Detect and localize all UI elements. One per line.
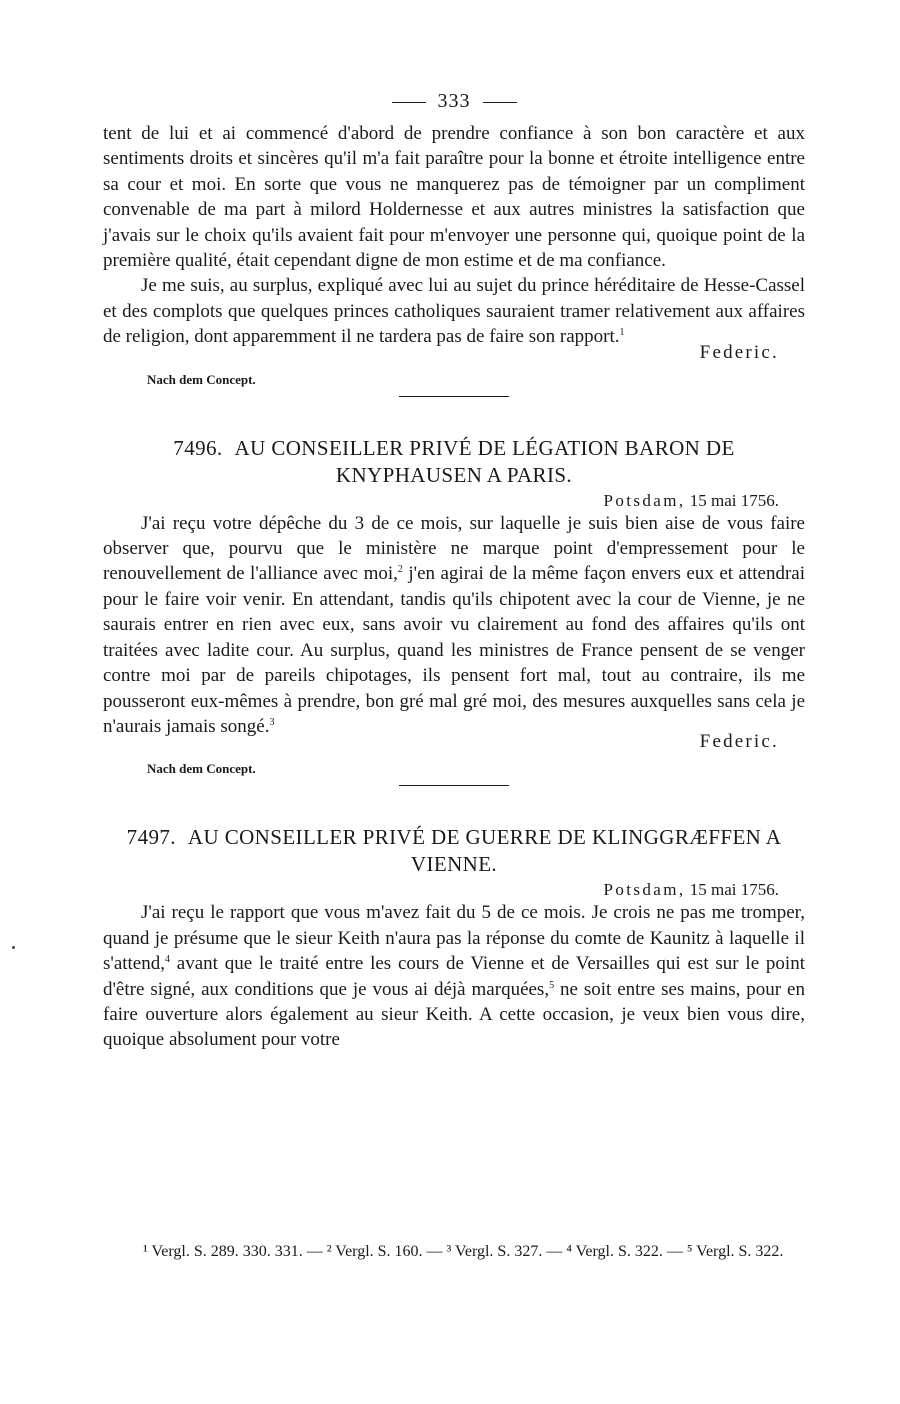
place: Potsdam, xyxy=(603,490,686,510)
source-note: Nach dem Concept. xyxy=(147,371,256,387)
letter-number: 7497. xyxy=(126,825,176,850)
letter-number: 7496. xyxy=(173,435,223,460)
margin-mark xyxy=(12,946,15,949)
section-divider xyxy=(399,785,509,786)
signature: Federic. xyxy=(699,731,779,753)
letter-title: AU CONSEILLER PRIVÉ DE GUERRE DE KLINGGRÆFFEN A VIENNE. xyxy=(187,825,782,877)
letter-heading-7497 xyxy=(103,824,805,878)
footnote-ref: 1 xyxy=(619,327,625,339)
place: Potsdam, xyxy=(603,880,686,900)
footnotes: ¹ Vergl. S. 289. 330. 331. — ² Vergl. S. 160. — ³ Vergl. S. 327. — ⁴ Vergl. S. 322. — ⁵ Vergl. S. 322. xyxy=(143,1243,784,1260)
footnote-ref: 2 xyxy=(397,564,403,576)
page-body xyxy=(103,90,805,1053)
place-date xyxy=(103,491,779,511)
header-dash-right xyxy=(483,102,517,103)
letter-body-7497: J'ai reçu le rapport que vous m'avez fait du 5 de ce mois. Je crois ne pas me tromper, quand je présume que le sieur Keith n'aura pas la réponse du comte de Kaunitz à laquelle il s'attend,$^4$ avant que le traité entre les cours de Vienne et de Versailles qui est sur le point d'être signé, aux conditions que je vous ai déjà marquées,$^5$ ne soit entre ses mains, pour en faire ouverture alors également au sieur Keith. A cette occasion, je veux bien vous dire, quoique absolument pour votre xyxy=(103,902,805,1051)
signature: Federic. xyxy=(699,341,779,363)
letter-heading-7496 xyxy=(103,435,805,489)
page-header xyxy=(103,90,805,113)
footnote-ref: 4 xyxy=(165,954,170,966)
paragraph-continuation: tent de lui et ai commencé d'abord de prendre confiance à son bon caractère et aux sentiments droits et sincères qu'il m'a fait paraître pour la bonne et étroite intelligence entre sa cour et moi. En sorte que vous ne manquerez pas de témoigner par un compliment convenable de ma part à milord Holdernesse et aux autres ministres la satisfaction que j'avais sur le choix qu'ils avaient fait pour m'envoyer une personne qui, quoique point de la première qualité, était cependant digne de mon estime et de ma confiance. xyxy=(103,123,805,272)
footnote-ref: 5 xyxy=(549,979,555,991)
section-divider xyxy=(399,396,509,397)
letter-body-7496: J'ai reçu votre dépêche du 3 de ce mois, sur laquelle je suis bien aise de vous faire observer que, pourvu que le ministère ne marque point d'empressement pour le renouvellement de l'alliance avec moi,$^2$ j'en agirai de la même façon envers eux et attendrai pour le faire voir venir. En attendant, tandis qu'ils chipotent avec la cour de Vienne, je ne saurais entrer en rien avec eux, sans avoir vu clairement au fond des affaires qu'ils ont traitées avec ladite cour. Au surplus, quand les ministres de France pensent de se venger contre moi par de pareils chipotages, ils pensent fort mal, tout au contraire, ils me pousseront eux-mêmes à prendre, bon gré mal gré moi, des mesures auxquelles sans cela je n'aurais jamais songé.$^3$ xyxy=(103,512,805,737)
date: 15 mai 1756. xyxy=(689,880,779,900)
source-note: Nach dem Concept. xyxy=(147,761,256,777)
footnote-ref: 3 xyxy=(269,716,275,728)
date: 15 mai 1756. xyxy=(689,490,779,510)
paragraph-hesse-cassel: Je me suis, au surplus, expliqué avec lui au sujet du prince héréditaire de Hesse-Cassel et des complots que quelques princes catholiques sauraient tramer relativement aux affaires de religion, dont apparemment il ne tardera pas de faire son rapport.$^1$ xyxy=(103,275,805,348)
letter-title: AU CONSEILLER PRIVÉ DE LÉGATION BARON DE KNYPHAUSEN A PARIS. xyxy=(234,435,735,487)
place-date xyxy=(103,880,779,900)
header-dash-left xyxy=(392,102,426,103)
page-number: 333 xyxy=(437,90,471,112)
